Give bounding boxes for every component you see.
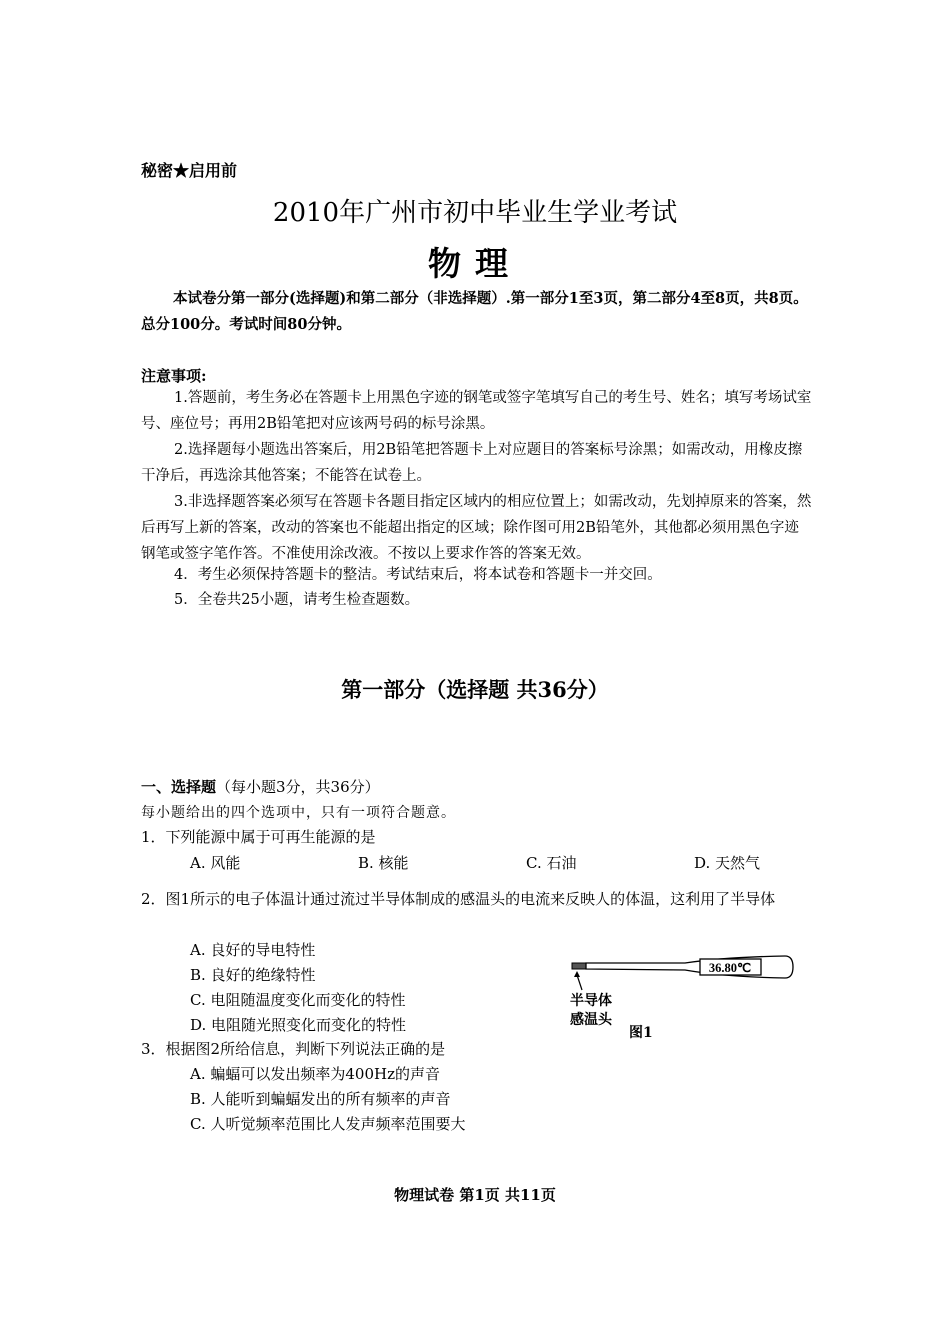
question-1-option-a: A. 风能: [190, 854, 241, 872]
note-item: 3.非选择题答案必须写在答题卡各题目指定区域内的相应位置上；如需改动，先划掉原来的答案，然后再写上新的答案，改动的答案也不能超出指定的区域；除作图可用2B铅笔外，其他都必须用黑色字迹钢笔或签字笔作答。不准使用涂改液。不按以上要求作答的答案无效。: [141, 494, 812, 562]
sensor-tip: [572, 963, 586, 969]
part1-title: 第一部分（选择题 共36分）: [341, 677, 609, 702]
section-score: （每小题3分，共36分）: [216, 778, 380, 796]
question-3-option-c: C. 人听觉频率范围比人发声频率范围要大: [190, 1115, 466, 1133]
thermometer-body: [586, 956, 793, 978]
note-item: 5．全卷共25小题，请考生检查题数。: [174, 592, 420, 608]
section-description: 每小题给出的四个选项中，只有一项符合题意。: [141, 805, 456, 821]
section-label: 一、选择题: [141, 778, 217, 796]
figure-1-caption: 图1: [629, 1025, 653, 1041]
question-3-stem: 3．根据图2所给信息，判断下列说法正确的是: [141, 1040, 446, 1058]
exam-title: 2010年广州市初中毕业生学业考试: [272, 198, 678, 228]
display-reading: 36.80℃: [708, 961, 752, 975]
question-2-stem: 2．图1所示的电子体温计通过流过半导体制成的感温头的电流来反映人的体温，这利用了半导体: [141, 890, 776, 908]
section-heading: [141, 776, 380, 797]
notes-title: 注意事项:: [141, 367, 207, 385]
question-3-option-a: A. 蝙蝠可以发出频率为400Hz的声音: [190, 1065, 440, 1083]
question-2-option-b: B. 良好的绝缘特性: [190, 966, 316, 984]
question-3-option-b: B. 人能听到蝙蝠发出的所有频率的声音: [190, 1090, 451, 1108]
arrow-icon: [574, 971, 580, 977]
page-footer: 物理试卷 第1页 共11页: [394, 1186, 556, 1204]
question-1-option-b: B. 核能: [358, 854, 409, 872]
note-item: 1.答题前，考生务必在答题卡上用黑色字迹的钢笔或签字笔填写自己的考生号、姓名；填写考场试室号、座位号；再用2B铅笔把对应该两号码的标号涂黑。: [141, 390, 812, 432]
question-2-option-d: D. 电阻随光照变化而变化的特性: [190, 1016, 407, 1034]
sensor-label-line2: 感温头: [570, 1012, 612, 1028]
sensor-label-line1: 半导体: [570, 993, 612, 1009]
question-2-option-a: A. 良好的导电特性: [190, 941, 316, 959]
question-1-stem: 1．下列能源中属于可再生能源的是: [141, 828, 376, 846]
question-1-option-c: C. 石油: [526, 854, 577, 872]
question-1-option-d: D. 天然气: [694, 854, 761, 872]
note-item: 4．考生必须保持答题卡的整洁。考试结束后，将本试卷和答题卡一并交回。: [174, 567, 662, 583]
secret-label: 秘密★启用前: [141, 161, 238, 180]
exam-intro: 本试卷分第一部分(选择题)和第二部分（非选择题）.第一部分1至3页，第二部分4至8页，共8页。总分100分。考试时间80分钟。: [141, 290, 808, 333]
note-item: 2.选择题每小题选出答案后，用2B铅笔把答题卡上对应题目的答案标号涂黑；如需改动，用橡皮擦干净后，再选涂其他答案；不能答在试卷上。: [141, 442, 803, 484]
figure-1: [565, 948, 805, 1048]
arrow-line: [577, 975, 582, 990]
subject-title: 物理: [428, 244, 522, 283]
question-2-option-c: C. 电阻随温度变化而变化的特性: [190, 991, 406, 1009]
